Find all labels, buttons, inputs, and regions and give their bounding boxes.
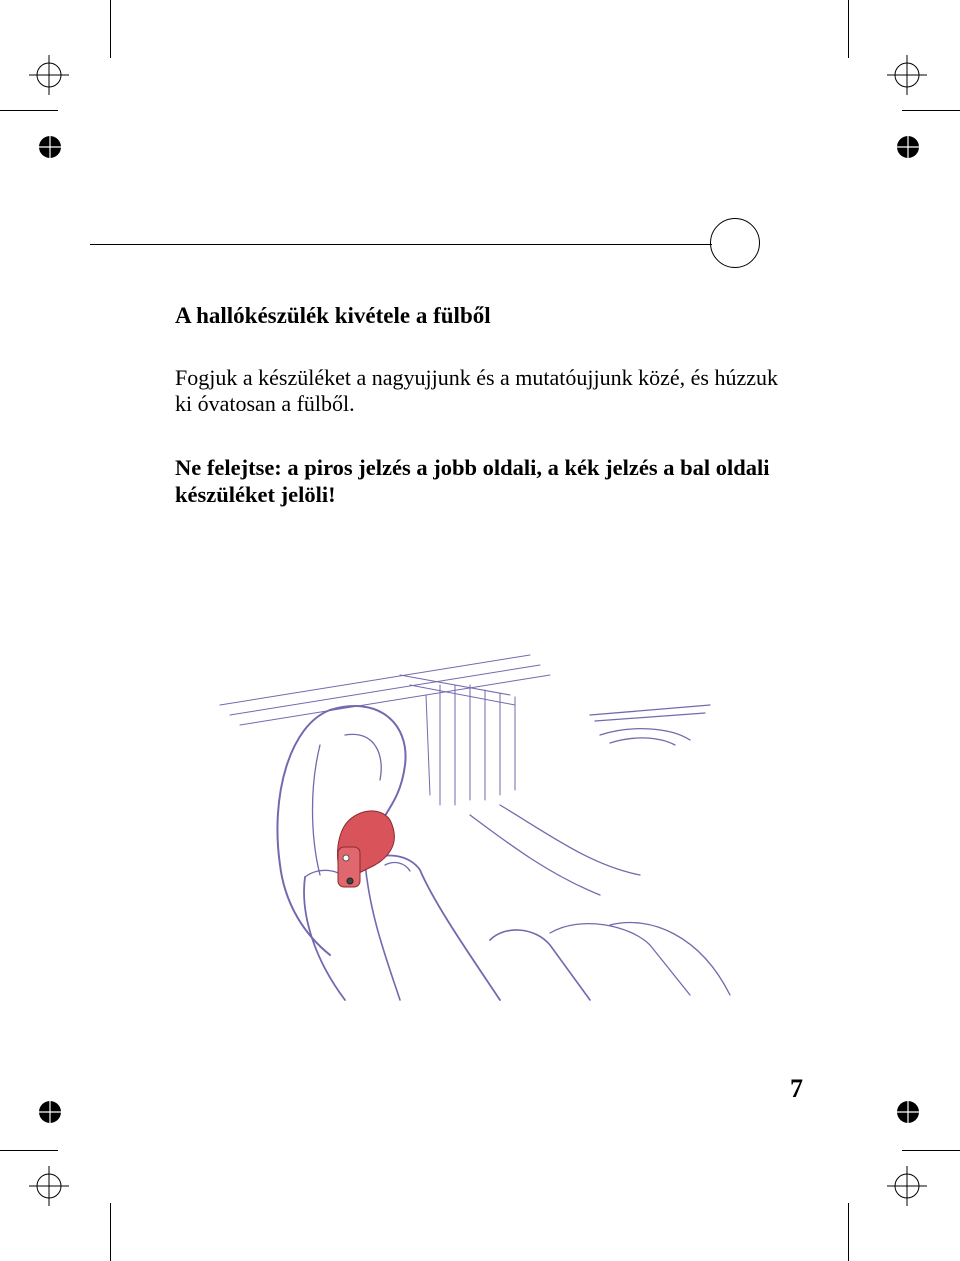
registration-dot-icon	[893, 132, 923, 162]
header-rule	[90, 244, 712, 245]
crop-mark-bottom-right-h	[902, 1150, 960, 1151]
registration-target-icon	[887, 1166, 927, 1206]
ear-outline	[277, 710, 330, 955]
crop-mark-top-right-h	[902, 110, 960, 111]
crop-mark-bottom-right-v	[848, 1203, 849, 1261]
thumb-sketch	[304, 877, 345, 1000]
hair-hatching	[220, 655, 550, 805]
page-number: 7	[790, 1074, 803, 1103]
index-finger-sketch	[365, 856, 500, 1000]
warning-note: Ne felejtse: a piros jelzés a jobb oldali, a kék jelzés a bal oldali készüléket jelöli!	[175, 455, 770, 507]
registration-target-icon	[29, 1166, 69, 1206]
crop-mark-bottom-left-h	[0, 1150, 58, 1151]
crop-mark-top-right-v	[848, 0, 849, 58]
crop-mark-top-left-v	[110, 0, 111, 58]
registration-target-icon	[887, 55, 927, 95]
registration-dot-icon	[35, 1097, 65, 1127]
section-tab-circle	[710, 218, 760, 268]
instruction-paragraph: Fogjuk a készüléket a nagyujjunk és a mutatóujjunk közé, és húzzuk ki óvatosan a fülből.	[175, 365, 779, 416]
registration-target-icon	[29, 55, 69, 95]
hearing-aid-removal-illustration	[170, 615, 770, 1015]
registration-dot-icon	[35, 132, 65, 162]
crop-mark-bottom-left-v	[110, 1203, 111, 1261]
crop-mark-top-left-h	[0, 110, 58, 111]
page-heading: A hallókészülék kivétele a fülből	[175, 303, 491, 328]
registration-dot-icon	[893, 1097, 923, 1127]
